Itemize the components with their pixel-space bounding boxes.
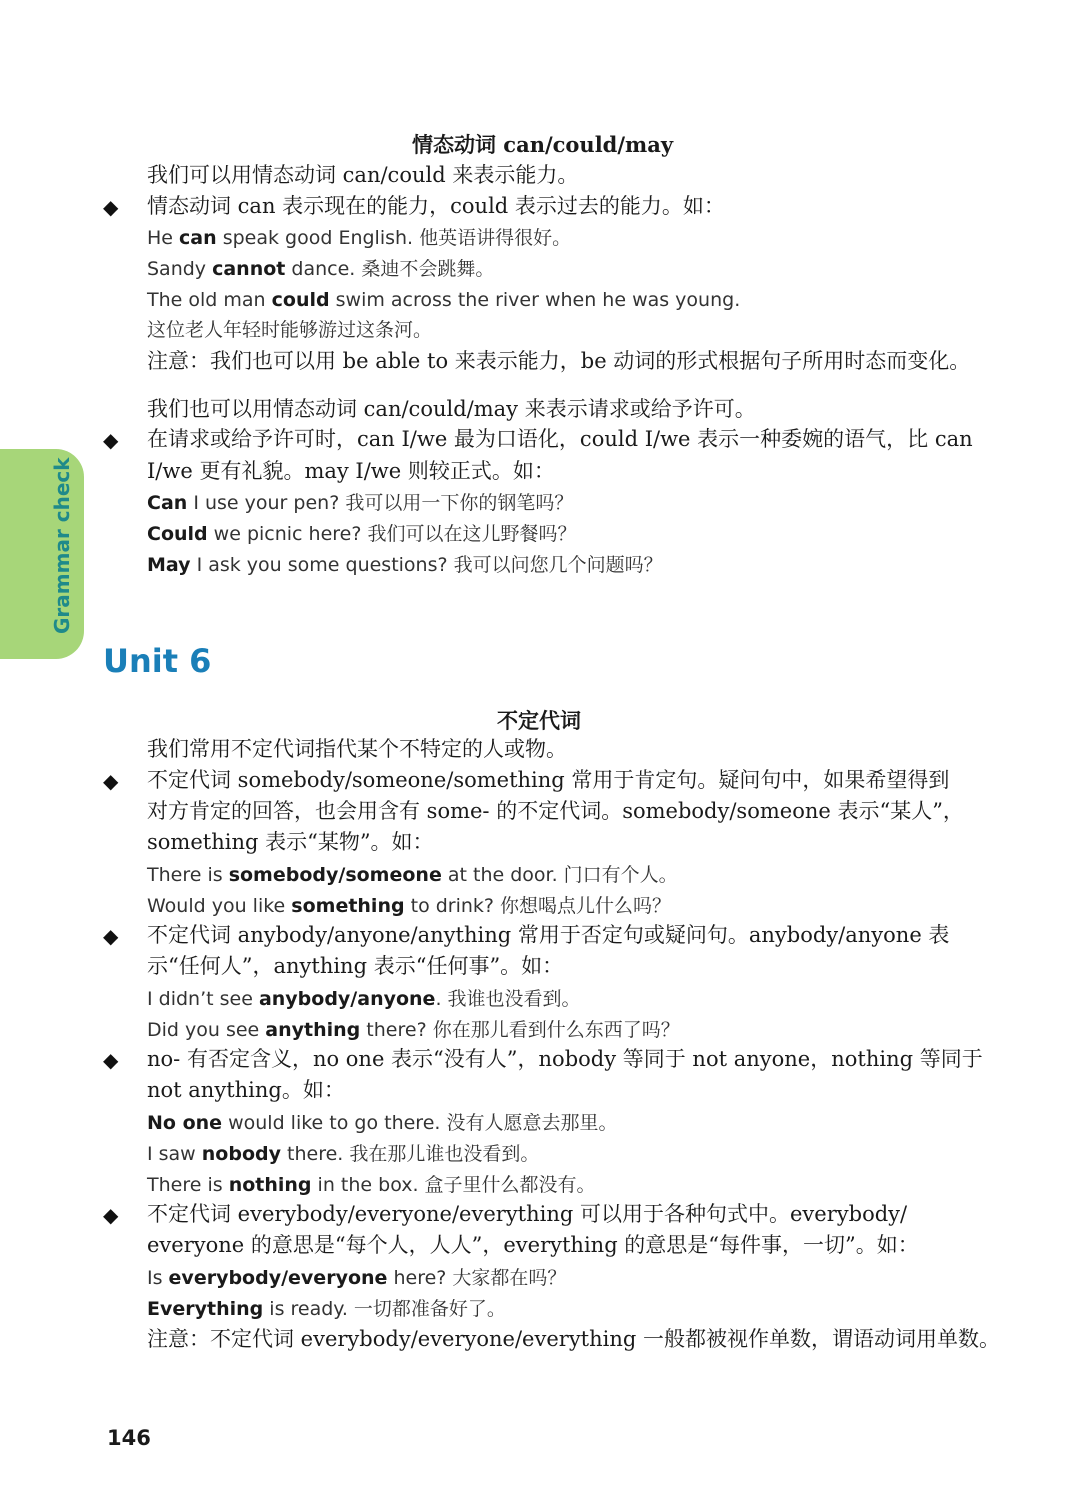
example-line: No one would like to go there. 没有人愿意去那里。: [147, 1112, 618, 1134]
example-line: There is somebody/someone at the door. 门口有个人。: [147, 864, 678, 886]
section2-bullet2-line2: 示“任何人”，anything 表示“任何事”。如：: [147, 954, 564, 978]
example-line: Did you see anything there? 你在那儿看到什么东西了吗？: [147, 1019, 680, 1041]
section2-bullet4-line1: 不定代词 everybody/everyone/everything 可以用于各种句式中。everybody/: [147, 1202, 908, 1226]
section2-bullet3-line2: not anything。如：: [147, 1078, 345, 1102]
example-line: I saw nobody there. 我在那儿谁也没看到。: [147, 1143, 540, 1165]
section2-intro: 我们常用不定代词指代某个不特定的人或物。: [147, 737, 567, 761]
section1-bullet2-line1: 在请求或给予许可时，can I/we 最为口语化，could I/we 表示一种委婉的语气，比 can: [147, 427, 973, 451]
bullet-diamond-icon: ◆: [103, 924, 119, 948]
section2-bullet1-line3: something 表示“某物”。如：: [147, 830, 434, 854]
section1-intro2: 我们也可以用情态动词 can/could/may 来表示请求或给予许可。: [147, 397, 756, 421]
page-number: 146: [107, 1426, 151, 1450]
example-line: Could we picnic here? 我们可以在这儿野餐吗？: [147, 523, 577, 545]
section1-bullet2-line2: I/we 更有礼貌。may I/we 则较正式。如：: [147, 459, 555, 483]
section1-bullet1: 情态动词 can 表示现在的能力，could 表示过去的能力。如：: [147, 194, 725, 218]
section1-note: 注意：我们也可以用 be able to 来表示能力，be 动词的形式根据句子所用时态而变化。: [147, 349, 971, 373]
bullet-diamond-icon: ◆: [103, 1203, 119, 1227]
example-line: There is nothing in the box. 盒子里什么都没有。: [147, 1174, 596, 1196]
example-line: Is everybody/everyone here? 大家都在吗？: [147, 1267, 567, 1289]
section2-bullet3-line1: no- 有否定含义，no one 表示“没有人”，nobody 等同于 not anyone，nothing 等同于: [147, 1047, 983, 1071]
example-line: Would you like something to drink? 你想喝点儿什么吗？: [147, 895, 672, 917]
side-tab-label: Grammar check: [50, 457, 74, 634]
section1-intro: 我们可以用情态动词 can/could 来表示能力。: [147, 163, 579, 187]
bullet-diamond-icon: ◆: [103, 769, 119, 793]
example-line: May I ask you some questions? 我可以问您几个问题吗？: [147, 554, 663, 576]
section2-bullet1-line2: 对方肯定的回答，也会用含有 some- 的不定代词。somebody/someone 表示“某人”，: [147, 799, 964, 823]
example-line: Sandy cannot dance. 桑迪不会跳舞。: [147, 258, 495, 280]
section2-note: 注意：不定代词 everybody/everyone/everything 一般都被视作单数，谓语动词用单数。: [147, 1327, 1000, 1351]
example-line: He can speak good English. 他英语讲得很好。: [147, 227, 572, 249]
section2-bullet4-line2: everyone 的意思是“每个人，人人”，everything 的意思是“每件事，一切”。如：: [147, 1233, 919, 1257]
bullet-diamond-icon: ◆: [103, 195, 119, 219]
bullet-diamond-icon: ◆: [103, 428, 119, 452]
example-line: 这位老人年轻时能够游过这条河。: [147, 319, 433, 341]
section2-bullet1-line1: 不定代词 somebody/someone/something 常用于肯定句。疑问句中，如果希望得到: [147, 768, 950, 792]
section2-bullet2-line1: 不定代词 anybody/anyone/anything 常用于否定句或疑问句。anybody/anyone 表: [147, 923, 950, 947]
section-title-modal-verbs: 情态动词 can/could/may: [412, 132, 674, 157]
example-line: Everything is ready. 一切都准备好了。: [147, 1298, 506, 1320]
example-line: I didn’t see anybody/anyone. 我谁也没看到。: [147, 988, 581, 1010]
bullet-diamond-icon: ◆: [103, 1048, 119, 1072]
example-line: Can I use your pen? 我可以用一下你的钢笔吗？: [147, 492, 574, 514]
section-title-indefinite-pronouns: 不定代词: [497, 708, 581, 733]
unit-heading: Unit 6: [103, 642, 212, 680]
example-line: The old man could swim across the river when he was young.: [147, 289, 741, 311]
